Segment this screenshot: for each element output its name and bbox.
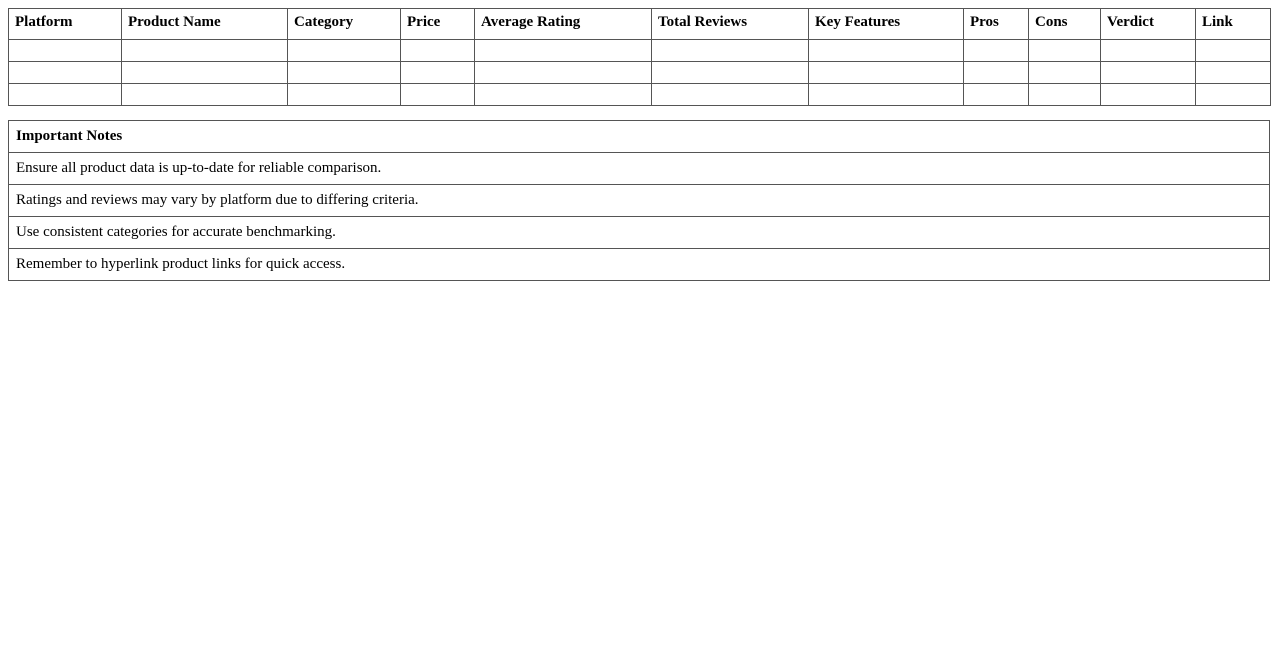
table-row[interactable] (9, 62, 1271, 84)
cell-platform[interactable] (9, 84, 122, 106)
cell-total-reviews[interactable] (652, 40, 809, 62)
list-item (9, 249, 1270, 281)
notes-header-label: Important Notes (9, 121, 1270, 153)
cell-average-rating[interactable] (475, 40, 652, 62)
cell-category[interactable] (288, 84, 401, 106)
cell-pros[interactable] (964, 84, 1029, 106)
list-item (9, 153, 1270, 185)
column-header-category: Category (288, 9, 401, 40)
cell-average-rating[interactable] (475, 62, 652, 84)
cell-link[interactable] (1196, 62, 1271, 84)
cell-key-features[interactable] (809, 84, 964, 106)
cell-verdict[interactable] (1101, 40, 1196, 62)
cell-price[interactable] (401, 84, 475, 106)
column-header-cons: Cons (1029, 9, 1101, 40)
notes-header-row (9, 121, 1270, 153)
cell-pros[interactable] (964, 62, 1029, 84)
column-header-platform: Platform (9, 9, 122, 40)
important-notes-table (8, 120, 1270, 281)
table-header-row (9, 9, 1271, 40)
cell-link[interactable] (1196, 40, 1271, 62)
column-header-verdict: Verdict (1101, 9, 1196, 40)
note-text: Remember to hyperlink product links for quick access. (9, 249, 1270, 281)
cell-key-features[interactable] (809, 62, 964, 84)
table-row[interactable] (9, 84, 1271, 106)
column-header-average-rating: Average Rating (475, 9, 652, 40)
cell-cons[interactable] (1029, 84, 1101, 106)
document-page (0, 0, 1278, 281)
list-item (9, 185, 1270, 217)
note-text: Use consistent categories for accurate benchmarking. (9, 217, 1270, 249)
column-header-price: Price (401, 9, 475, 40)
cell-price[interactable] (401, 40, 475, 62)
cell-average-rating[interactable] (475, 84, 652, 106)
note-text: Ratings and reviews may vary by platform due to differing criteria. (9, 185, 1270, 217)
cell-platform[interactable] (9, 40, 122, 62)
cell-platform[interactable] (9, 62, 122, 84)
cell-link[interactable] (1196, 84, 1271, 106)
column-header-link: Link (1196, 9, 1271, 40)
column-header-pros: Pros (964, 9, 1029, 40)
list-item (9, 217, 1270, 249)
cell-verdict[interactable] (1101, 62, 1196, 84)
table-row[interactable] (9, 40, 1271, 62)
cell-product-name[interactable] (122, 62, 288, 84)
cell-category[interactable] (288, 62, 401, 84)
cell-product-name[interactable] (122, 40, 288, 62)
cell-product-name[interactable] (122, 84, 288, 106)
cell-pros[interactable] (964, 40, 1029, 62)
cell-total-reviews[interactable] (652, 84, 809, 106)
cell-key-features[interactable] (809, 40, 964, 62)
cell-cons[interactable] (1029, 62, 1101, 84)
cell-price[interactable] (401, 62, 475, 84)
cell-category[interactable] (288, 40, 401, 62)
cell-verdict[interactable] (1101, 84, 1196, 106)
column-header-total-reviews: Total Reviews (652, 9, 809, 40)
note-text: Ensure all product data is up-to-date for reliable comparison. (9, 153, 1270, 185)
table-spacer (8, 106, 1270, 120)
column-header-key-features: Key Features (809, 9, 964, 40)
cell-cons[interactable] (1029, 40, 1101, 62)
column-header-product-name: Product Name (122, 9, 288, 40)
cell-total-reviews[interactable] (652, 62, 809, 84)
product-comparison-table (8, 8, 1271, 106)
